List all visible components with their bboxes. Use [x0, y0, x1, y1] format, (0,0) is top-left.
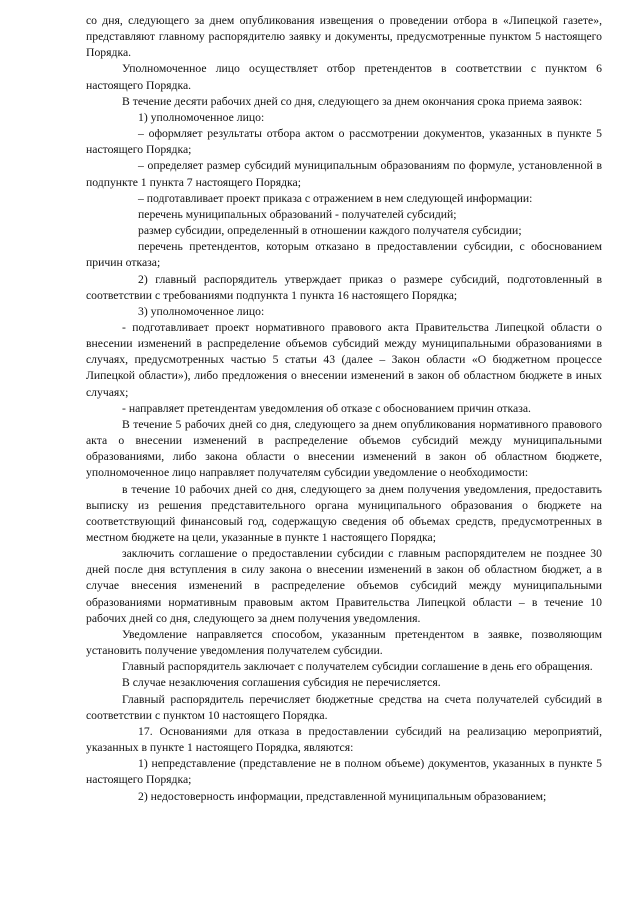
paragraph-conclude-agreement: заключить соглашение о предоставлении субсидии с главным распорядителем не позднее 30 дней после дня вступления в силу закона о внесении изменений в закон об областном бюджет, а в случае внесения изменений в распределение объемов субсидий между муниципальными образованиями нормативным правовым актом Правительства Липецкой области – в течение 10 рабочих дней со дня, следующего за днем получения уведомления.: [86, 547, 602, 625]
paragraph-agreement-day: Главный распорядитель заключает с получателем субсидии соглашение в день его обращения.: [122, 660, 593, 674]
paragraph-ten-days-extract: в течение 10 рабочих дней со дня, следующего за днем получения уведомления, предоставить выписку из решения представительного органа муниципального образования о бюджете на соответствующий финансовый год, содержащую сведения об объемах средств, предусмотренных в местном бюджете на цели, указанные в пункте 1 настоящего Порядка;: [86, 482, 602, 544]
paragraph-list-recipients: перечень муниципальных образований - получателей субсидий;: [138, 207, 457, 221]
paragraph-list-subsidy-size: размер субсидии, определенный в отношении каждого получателя субсидии;: [138, 224, 522, 238]
paragraph-continuation: со дня, следующего за днем опубликования извещения о проведении отбора в «Липецкой газете», представляют главному распорядителю заявку и документы, предусмотренные пунктом 5 настоящего Порядка.: [86, 14, 602, 60]
paragraph-item-1-act: – оформляет результаты отбора актом о рассмотрении документов, указанных в пункте 5 настоящего Порядка;: [86, 127, 602, 157]
paragraph-no-agreement: В случае незаключения соглашения субсидия не перечисляется.: [122, 676, 441, 690]
paragraph-item-3-notify-refusal: - направляет претендентам уведомления об отказе с обоснованием причин отказа.: [122, 401, 531, 415]
paragraph-17-item-2: 2) недостоверность информации, представленной муниципальным образованием;: [138, 789, 547, 803]
paragraph-five-days-notice: В течение 5 рабочих дней со дня, следующего за днем опубликования нормативного правового акта о внесении изменений в распределение объемов субсидий между муниципальными образованиями, либо закона области о внесении изменений в закон об областном бюджете, уполномоченное лицо направляет получателям субсидии уведомление о необходимости:: [86, 417, 602, 480]
paragraph-item-1-heading: 1) уполномоченное лицо:: [138, 110, 265, 124]
paragraph-notice-method: Уведомление направляется способом, указанным претендентом в заявке, позволяющим установить получение уведомления получателем субсидии.: [86, 627, 602, 658]
paragraph-list-refusals: перечень претендентов, которым отказано в предоставлении субсидии, с обоснованием причин отказа;: [86, 240, 602, 270]
paragraph-17-item-1: 1) непредставление (представление не в полном объеме) документов, указанных в пункте 5 настоящего Порядка;: [86, 757, 602, 787]
paragraph-item-2: 2) главный распорядитель утверждает приказ о размере субсидий, подготовленный в соответствии с требованиями подпункта 1 пункта 16 настоящего Порядка;: [86, 272, 602, 302]
paragraph-item-1-order-draft: – подготавливает проект приказа с отражением в нем следующей информации:: [138, 191, 533, 205]
paragraph-17-grounds: 17. Основаниями для отказа в предоставлении субсидий на реализацию мероприятий, указанных в пункте 1 настоящего Порядка, являются:: [86, 724, 602, 755]
paragraph-transfer-funds: Главный распорядитель перечисляет бюджетные средства на счета получателей субсидий в соответствии с пунктом 10 настоящего Порядка.: [86, 692, 602, 722]
paragraph-item-3-draft-act: - подготавливает проект нормативного правового акта Правительства Липецкой области о внесении изменений в распределение объемов субсидий между муниципальными образованиями в случаях, предусмотренных частью 5 статьи 43 (далее – Закон области «О бюджетном процессе Липецкой области»), либо предложения о внесении изменений в закон об областном бюджете в иных случаях;: [86, 320, 602, 399]
paragraph-selection-procedure: Уполномоченное лицо осуществляет отбор претендентов в соответствии с пунктом 6 настоящего Порядка.: [86, 62, 602, 92]
paragraph-item-3-heading: 3) уполномоченное лицо:: [138, 304, 265, 318]
paragraph-ten-days-intro: В течение десяти рабочих дней со дня, следующего за днем окончания срока приема заявок:: [122, 94, 583, 108]
paragraph-item-1-amount: – определяет размер субсидий муниципальным образованиям по формуле, установленной в подпункте 1 пункта 7 настоящего Порядка;: [86, 159, 602, 189]
